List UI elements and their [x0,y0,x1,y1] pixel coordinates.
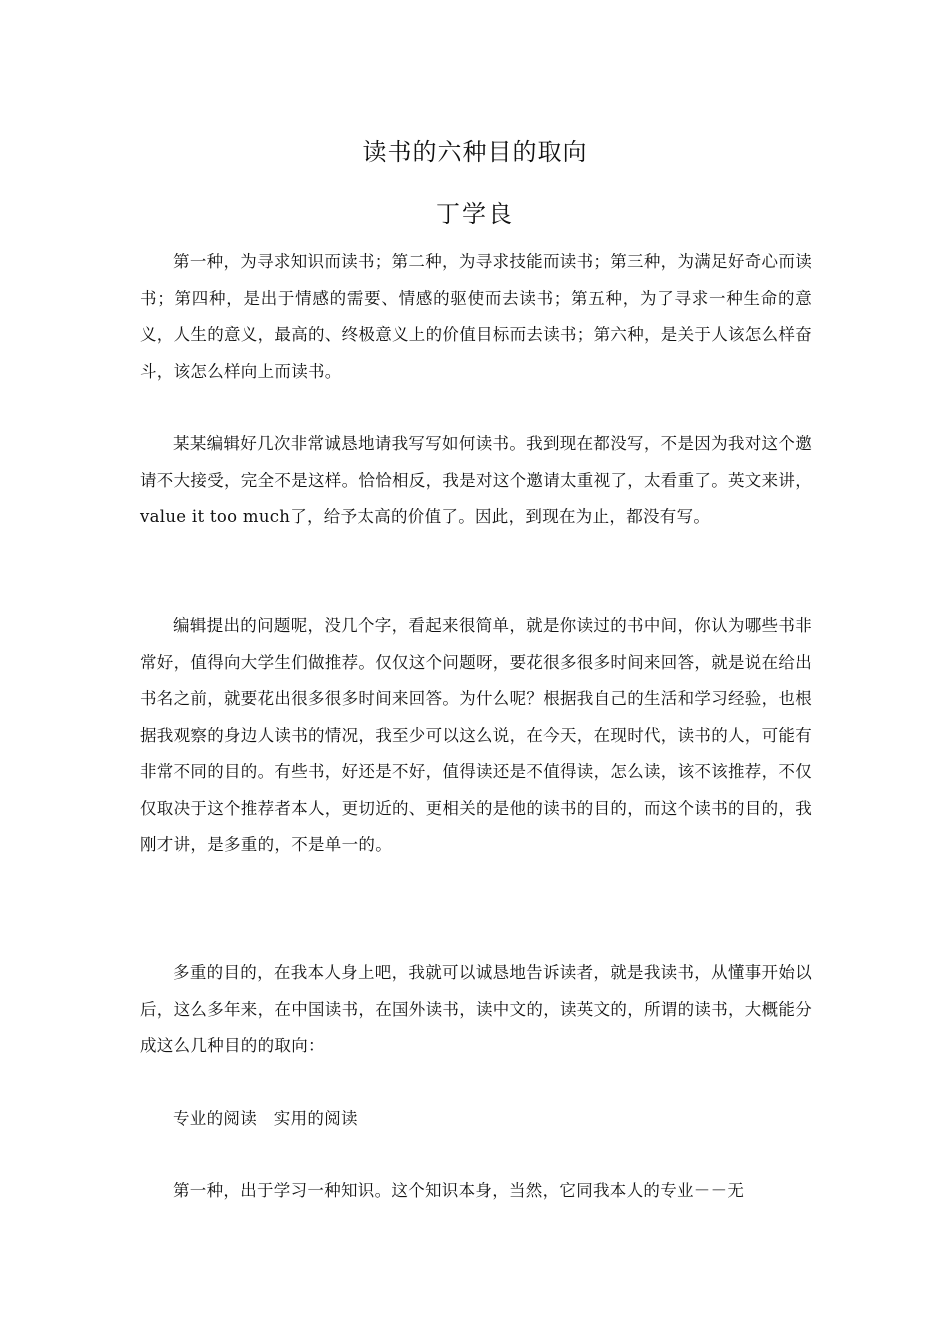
paragraph-six-purposes: 第一种，为寻求知识而读书；第二种，为寻求技能而读书；第三种，为满足好奇心而读书；第四种，是出于情感的需要、情感的驱使而去读书；第五种，为了寻求一种生命的意义，人生的意义，最高的、终极意义上的价值目标而去读书；第六种，是关于人该怎么样奋斗，该怎么样向上而读书。 [140,252,812,381]
paragraph-first-purpose: 第一种，出于学习一种知识。这个知识本身，当然，它同我本人的专业－－无 [173,1181,745,1200]
document-title: 读书的六种目的取向 [362,138,588,166]
section-subheading: 专业的阅读 实用的阅读 [173,1109,358,1128]
paragraph-multiple-purposes: 多重的目的，在我本人身上吧，我就可以诚恳地告诉读者，就是我读书，从懂事开始以后，这么多年来，在中国读书，在国外读书，读中文的，读英文的，所谓的读书，大概能分成这么几种目的的取向： [140,963,812,1055]
document-author: 丁学良 [436,200,514,228]
paragraph-editor-question: 编辑提出的问题呢，没几个字，看起来很简单，就是你读过的书中间，你认为哪些书非常好，值得向大学生们做推荐。仅仅这个问题呀，要花很多很多时间来回答，就是说在给出书名之前，就要花出很多很多时间来回答。为什么呢？根据我自己的生活和学习经验，也根据我观察的身边人读书的情况，我至少可以这么说，在今天，在现时代，读书的人，可能有非常不同的目的。有些书，好还是不好，值得读还是不值得读，怎么读，该不该推荐，不仅仅取决于这个推荐者本人，更切近的、更相关的是他的读书的目的，而这个读书的目的，我刚才讲，是多重的，不是单一的。 [140,616,812,854]
paragraph-editor-invitation: 某某编辑好几次非常诚恳地请我写写如何读书。我到现在都没写，不是因为我对这个邀请不大接受，完全不是这样。恰恰相反，我是对这个邀请太重视了，太看重了。英文来讲，value it too much了，给予太高的价值了。因此，到现在为止，都没有写。 [140,434,812,526]
